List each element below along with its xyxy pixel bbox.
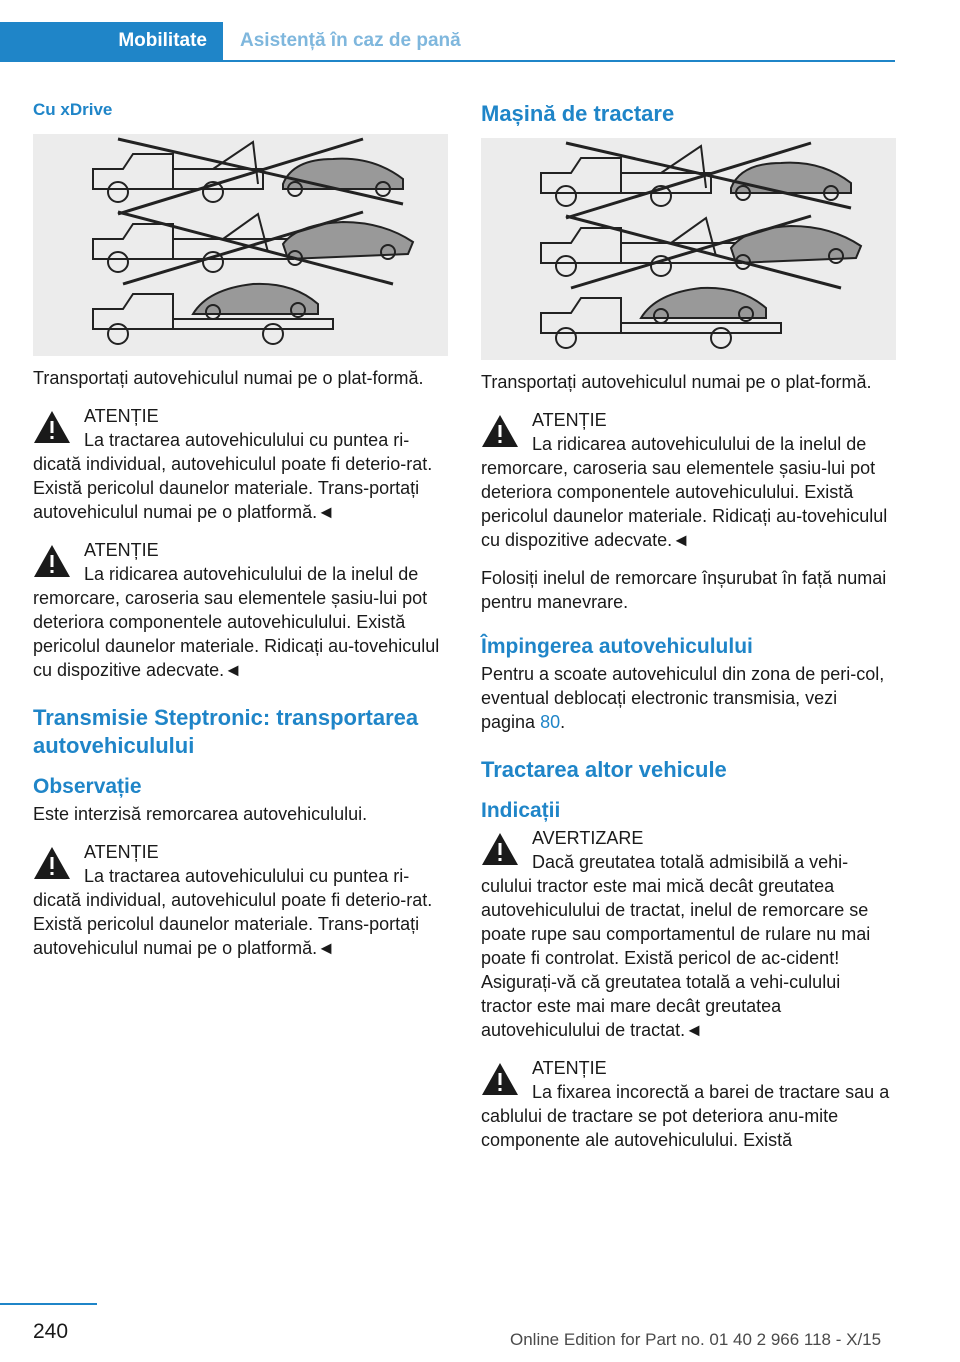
subheading-indicatii: Indicații bbox=[481, 799, 561, 822]
right-paragraph-manevrare: Folosiți inelul de remorcare înșurubat în față numai pentru manevrare. bbox=[481, 568, 887, 612]
right-warning-2-title: AVERTIZARE bbox=[532, 828, 644, 848]
page-number: 240 bbox=[33, 1320, 69, 1343]
page-header bbox=[0, 0, 895, 62]
warning-triangle-icon bbox=[481, 414, 519, 448]
left-warning-1-title: ATENȚIE bbox=[84, 406, 159, 426]
footer-divider bbox=[0, 1303, 97, 1305]
left-warning-2-title: ATENȚIE bbox=[84, 540, 159, 560]
left-warning-2-text: La ridicarea autovehiculului de la inelul de remorcare, caroseria sau elementele șasiu-lui pot deteriora componentele autovehiculului. Există pericolul daunelor materiale. Ridicați au-tovehiculul cu dispozitive adecvate.◄ bbox=[33, 564, 440, 680]
note-text: Este interzisă remorcarea autovehiculului. bbox=[33, 804, 368, 824]
footer-edition: Online Edition for Part no. 01 40 2 966 118 - X/15 bbox=[510, 1330, 882, 1349]
left-heading: Cu xDrive bbox=[33, 100, 113, 119]
left-warning-3 bbox=[33, 840, 448, 960]
tab-mobilitate[interactable]: Mobilitate bbox=[0, 22, 223, 60]
push-paragraph bbox=[481, 662, 896, 734]
tab-asistenta[interactable]: Asistență în caz de pană bbox=[240, 30, 461, 51]
left-warning-3-text: La tractarea autovehiculului cu puntea ri-dicată individual, autovehiculul poate fi deterio-rat. Există pericolul daunelor materiale. Trans-portați autovehiculul numai pe o platformă.◄ bbox=[33, 866, 433, 958]
right-warning-3 bbox=[481, 1056, 896, 1152]
right-warning-1-title: ATENȚIE bbox=[532, 410, 607, 430]
header-divider bbox=[0, 60, 895, 62]
warning-triangle-icon bbox=[481, 1062, 519, 1096]
right-warning-3-title: ATENȚIE bbox=[532, 1058, 607, 1078]
right-warning-2 bbox=[481, 826, 896, 1042]
right-warning-1-text: La ridicarea autovehiculului de la inelul de remorcare, caroseria sau elementele șasiu-lui pot deteriora componentele autovehiculului. Există pericolul daunelor materiale. Ridicați au-tovehiculul cu dispozitive adecvate.◄ bbox=[481, 434, 888, 550]
subheading-impingerea: Împingerea autovehiculului bbox=[481, 635, 753, 658]
tow-truck-illustration-right bbox=[481, 138, 896, 360]
left-warning-1 bbox=[33, 404, 448, 524]
left-column bbox=[33, 100, 448, 974]
section-title-steptronic: Transmisie Steptronic: transportarea autovehiculului bbox=[33, 705, 419, 758]
warning-triangle-icon bbox=[481, 832, 519, 866]
right-column bbox=[481, 100, 896, 1166]
push-text-a: Pentru a scoate autovehiculul din zona de peri-col, eventual deblocați electronic transmisia, vezi pagina bbox=[481, 664, 885, 732]
tow-truck-illustration-left bbox=[33, 134, 448, 356]
left-warning-3-title: ATENȚIE bbox=[84, 842, 159, 862]
warning-triangle-icon bbox=[33, 410, 71, 444]
push-text-b: . bbox=[560, 712, 566, 732]
right-warning-1 bbox=[481, 408, 896, 552]
warning-triangle-icon bbox=[33, 544, 71, 578]
warning-triangle-icon bbox=[33, 846, 71, 880]
left-warning-1-text: La tractarea autovehiculului cu puntea ri-dicată individual, autovehiculul poate fi deterio-rat. Există pericolul daunelor materiale. Trans-portați autovehiculul numai pe o platformă.◄ bbox=[33, 430, 433, 522]
right-warning-2-text: Dacă greutatea totală admisibilă a vehi-culului tractor este mai mică decât greutatea autovehiculului de tractat, inelul de remorcare se poate rupe sau comportamentul de rulare nu mai poate fi controlat. Există pericol de ac-cident! Asigurați-vă că greutatea totală a vehi-culului tractor este mai mare decât greutatea autovehiculului de tractat.◄ bbox=[481, 852, 871, 1040]
section-title-tractarea: Tractarea altor vehicule bbox=[481, 757, 727, 782]
left-figure-caption: Transportați autovehiculul numai pe o plat-formă. bbox=[33, 368, 424, 388]
left-warning-2 bbox=[33, 538, 448, 682]
page-link-80[interactable]: 80 bbox=[540, 712, 561, 732]
subheading-observatie: Observație bbox=[33, 775, 142, 798]
right-heading: Mașină de tractare bbox=[481, 101, 675, 126]
right-warning-3-text: La fixarea incorectă a barei de tractare sau a cablului de tractare se pot deteriora anu-mite componente ale autovehiculului. Există bbox=[481, 1082, 890, 1150]
right-figure-caption: Transportați autovehiculul numai pe o plat-formă. bbox=[481, 372, 872, 392]
